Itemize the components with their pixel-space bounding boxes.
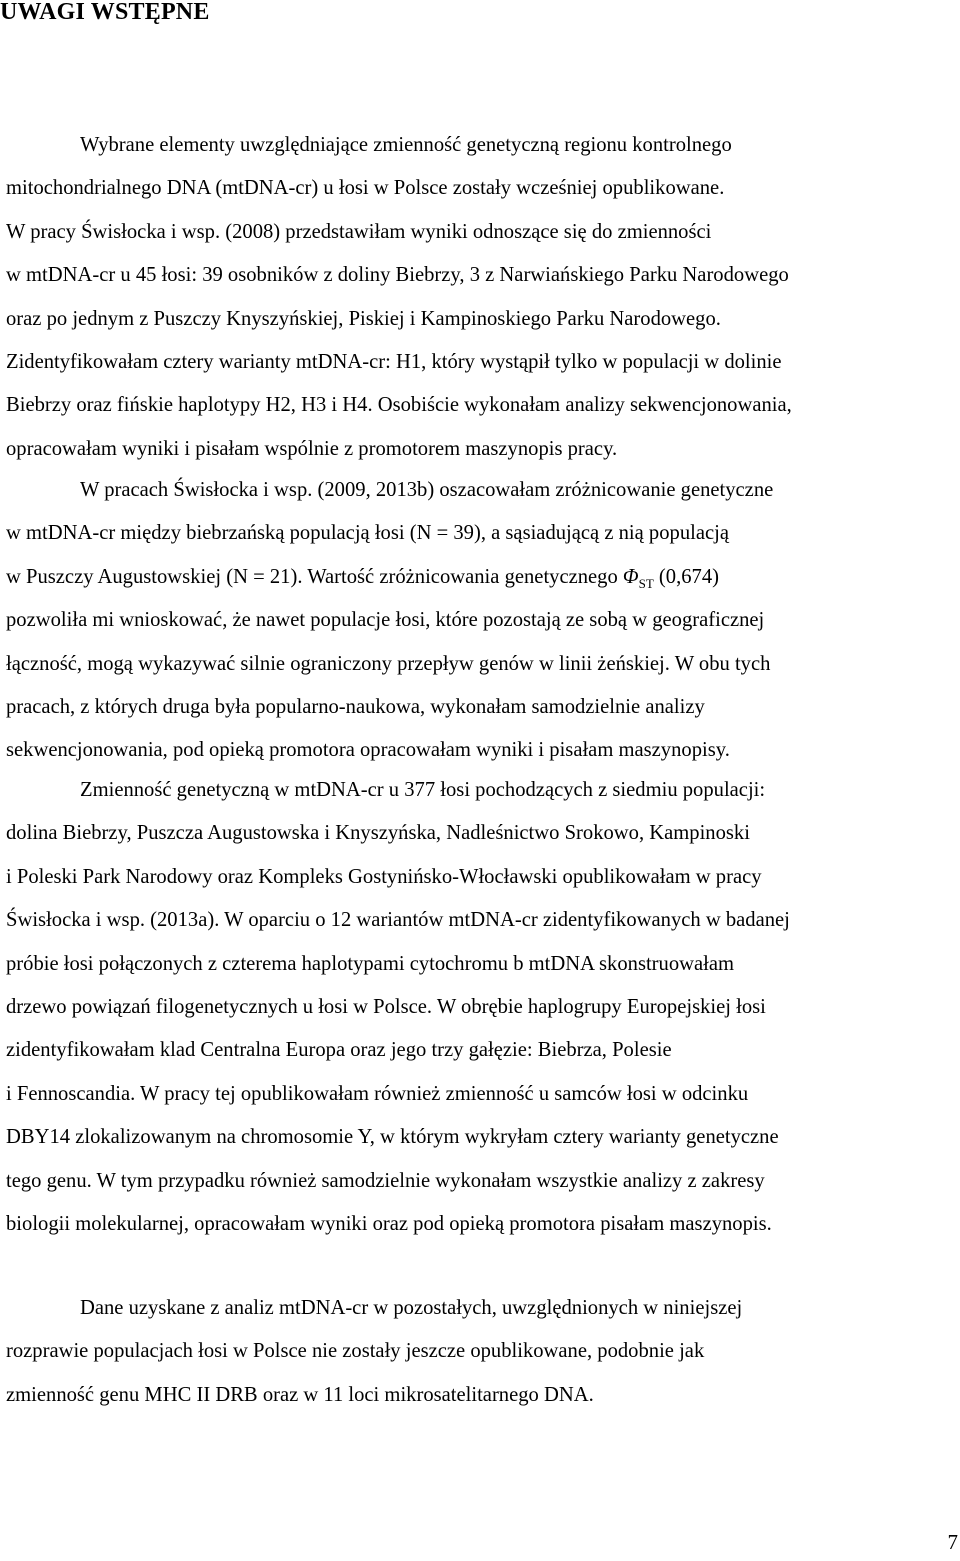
paragraph-4: Dane uzyskane z analiz mtDNA-cr w pozostałych, uwzględnionych w niniejszej rozprawie populacjach łosi w Polsce nie zostały jeszcze opublikowane, podobnie jak zmienność genu MHC II DRB oraz w 11 loci mikrosatelitarnego DNA. <box>6 1297 743 1406</box>
paragraph-3: Zmienność genetyczną w mtDNA-cr u 377 łosi pochodzących z siedmiu populacji: dolina Biebrzy, Puszcza Augustowska i Knyszyńska, Nadleśnictwo Srokowo, Kampinoski i Poleski Park Narodowy oraz Kompleks Gostynińsko-Włocławski opublikowałam w pracy Świsłocka i wsp. (2013a). W oparciu o 12 wariantów mtDNA-cr zidentyfikowanych w badanej próbie łosi połączonych z czterema haplotypami cytochromu b mtDNA skonstruowałam drzewo powiązań filogenetycznych u łosi w Polsce. W obrębie haplogrupy Europejskiej łosi zidentyfikowałam klad Centralna Europa oraz jego trzy gałęzie: Biebrza, Polesie i Fennoscandia. W pracy tej opublikowałam również zmienność u samców łosi w odcinku DBY14 zlokalizowanym na chromosomie Y, w którym wykryłam cztery warianty genetyczne tego genu. W tym przypadku również samodzielnie wykonałam wszystkie analizy z zakresy biologii molekularnej, opracowałam wyniki oraz pod opieką promotora pisałam maszynopis. <box>6 779 790 1236</box>
page-number: 7 <box>947 1530 958 1554</box>
paragraph-2 <box>6 469 954 773</box>
paragraph-1: Wybrane elementy uwzględniające zmienność genetyczną regionu kontrolnego mitochondrialnego DNA (mtDNA-cr) u łosi w Polsce zostały wcześniej opublikowane. W pracy Świsłocka i wsp. (2008) przedstawiłam wyniki odnoszące się do zmienności w mtDNA-cr u 45 łosi: 39 osobników z doliny Biebrzy, 3 z Narwiańskiego Parku Narodowego oraz po jednym z Puszczy Knyszyńskiej, Piskiej i Kampinoskiego Parku Narodowego. Zidentyfikowałam cztery warianty mtDNA-cr: H1, który wystąpił tylko w populacji w dolinie Biebrzy oraz fińskie haplotypy H2, H3 i H4. Osobiście wykonałam analizy sekwencjonowania, opracowałam wyniki i pisałam wspólnie z promotorem maszynopis pracy. <box>6 134 792 460</box>
paragraph-2-text: W pracach Świsłocka i wsp. (2009, 2013b) oszacowałam zróżnicowanie genetyczne w mtDNA-cr między biebrzańską populacją łosi (N = 39), a sąsiadującą z nią populacją w Puszczy Augustowskiej (N = 21). Wartość zróżnicowania genetycznego <box>6 479 774 588</box>
paragraph-2-continuation: (0,674) pozwoliła mi wnioskować, że nawet populacje łosi, które pozostają ze sobą w geograficznej łączność, mogą wykazywać silnie ograniczony przepływ genów w linii żeńskiej. W obu tych pracach, z których druga była popularno-naukowa, wykonałam samodzielnie analizy sekwencjonowania, pod opieką promotora opracowałam wyniki i pisałam maszynopisy. <box>6 565 771 762</box>
phi-symbol: Φ <box>622 565 639 588</box>
phi-subscript: ST <box>638 575 654 591</box>
section-heading: UWAGI WSTĘPNE <box>0 0 210 25</box>
